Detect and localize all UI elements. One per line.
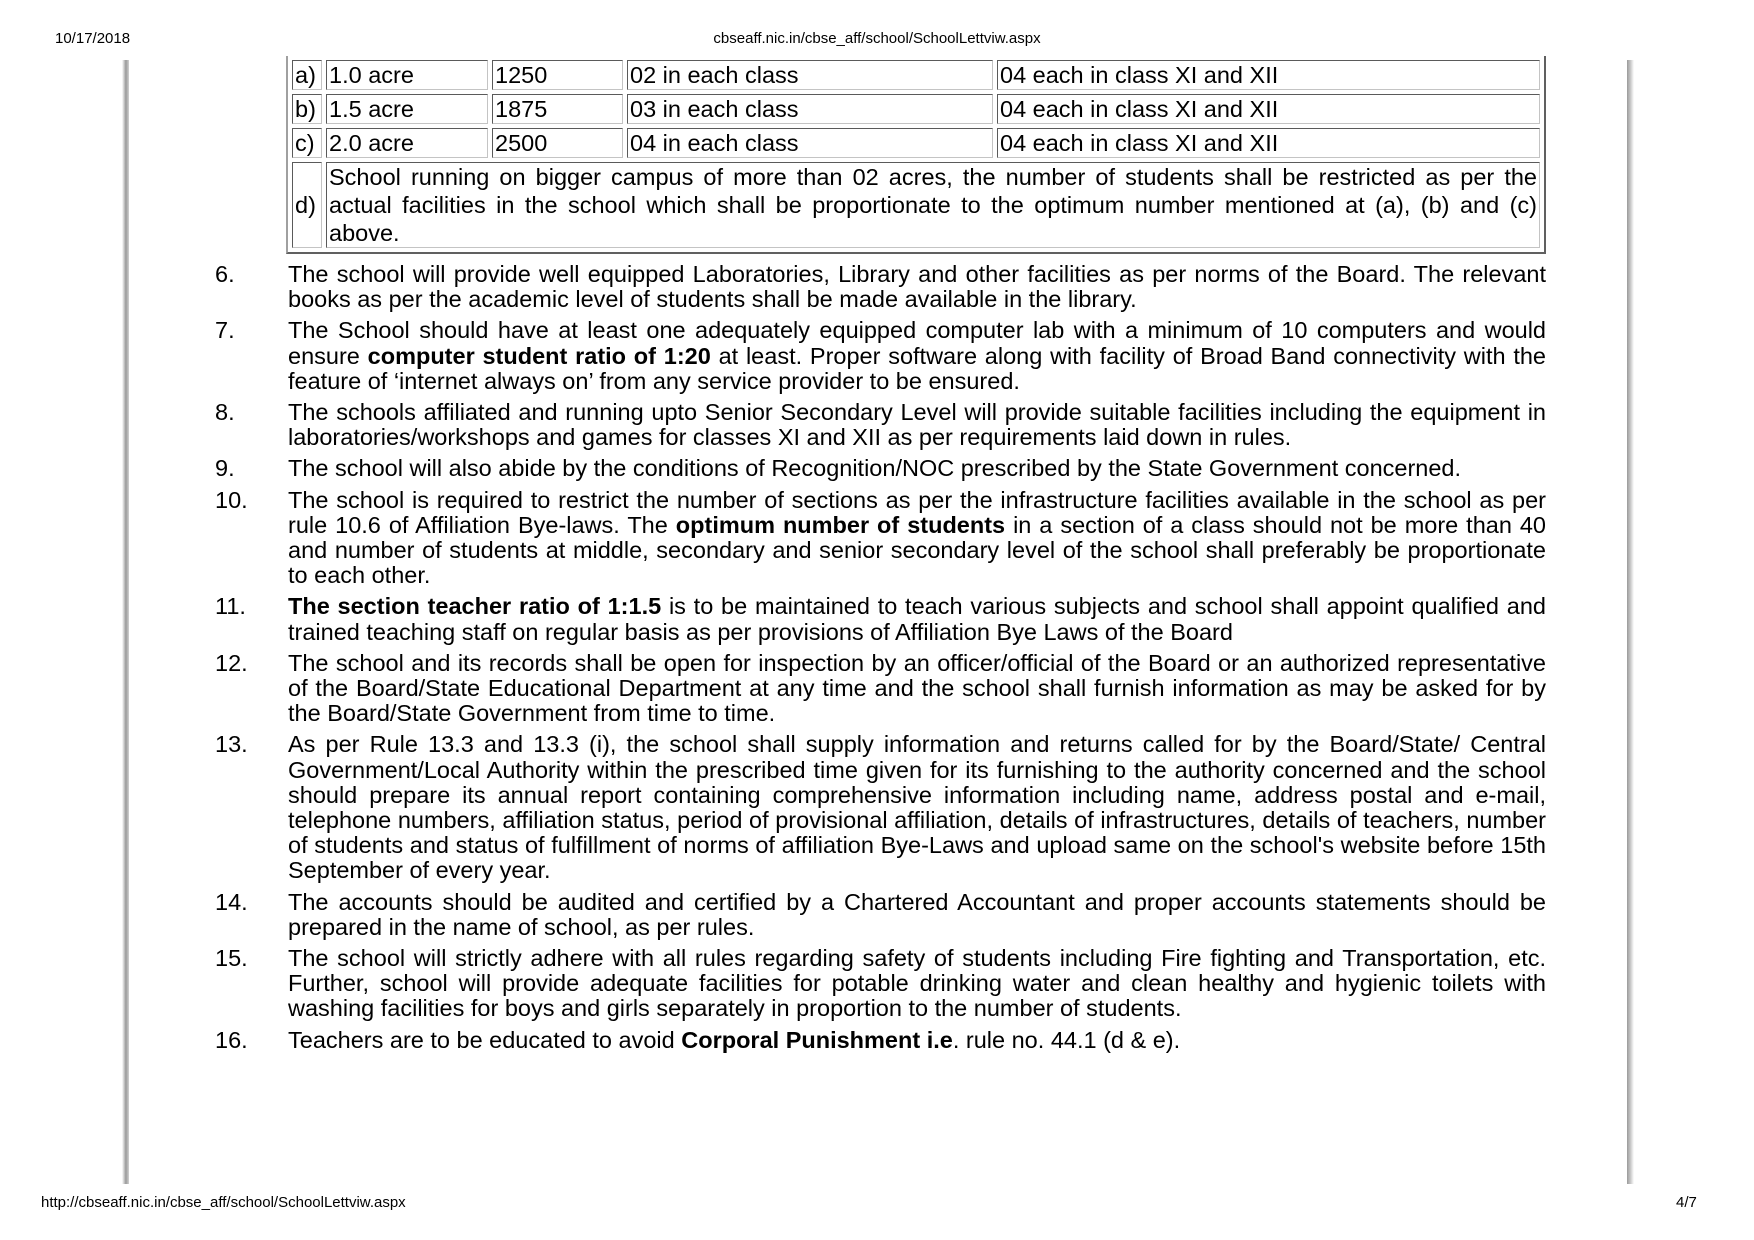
item-text: Teachers are to be educated to avoid	[288, 1026, 682, 1053]
letter-content	[200, 60, 1546, 1059]
page-left-shadow	[122, 60, 129, 1184]
row-label: d)	[292, 162, 322, 248]
max-students: 1250	[492, 60, 623, 90]
sections-per-class: 04 in each class	[627, 128, 993, 158]
row-label: a)	[292, 60, 322, 90]
campus-area: 2.0 acre	[326, 128, 488, 158]
rules-list	[200, 262, 1546, 1053]
list-item	[200, 488, 1546, 589]
list-item	[200, 1028, 1546, 1053]
item-number: 13.	[215, 731, 248, 758]
max-students: 1875	[492, 94, 623, 124]
page-number: 4/7	[1676, 1194, 1697, 1211]
list-item	[200, 318, 1546, 394]
senior-sections: 04 each in class XI and XII	[997, 128, 1540, 158]
max-students: 2500	[492, 128, 623, 158]
print-header-date: 10/17/2018	[55, 30, 131, 47]
item-number: 11.	[215, 593, 246, 620]
campus-area: 1.5 acre	[326, 94, 488, 124]
item-emphasis: computer student ratio of 1:20	[367, 342, 711, 369]
item-text: . rule no. 44.1 (d & e).	[952, 1026, 1181, 1053]
item-text: in a section of a class should not be more than 40 and number of students at middle, secondary and senior secondary level of the school shall preferably be proportionate to each other.	[288, 511, 1547, 589]
list-item	[200, 651, 1546, 727]
item-text: The school will provide well equipped Laboratories, Library and other facilities as per norms of the Board. The relevant books as per the academic level of students shall be made available in the library.	[288, 261, 1546, 313]
list-item	[200, 732, 1546, 883]
item-text: The School should have at least one adequately equipped computer lab with a minimum of 10 computers and would ensure	[288, 317, 1546, 369]
item-number: 12.	[215, 649, 248, 676]
bigger-campus-note: School running on bigger campus of more than 02 acres, the number of students shall be restricted as per the actual facilities in the school which shall be proportionate to the optimum number mentioned at (a), (b) and (c) above.	[326, 162, 1540, 248]
item-emphasis: optimum number of students	[675, 511, 1006, 538]
item-number: 6.	[215, 261, 235, 287]
item-emphasis: Corporal Punishment i.e	[681, 1026, 953, 1053]
item-text: at least. Proper software along with facility of Broad Band connectivity with the feature of ‘internet always on’ from any service provider to be ensured.	[288, 342, 1546, 394]
campus-size-table	[286, 56, 1546, 254]
table-row	[292, 94, 1540, 124]
item-text: The school will also abide by the conditions of Recognition/NOC prescribed by the State Government concerned.	[288, 455, 1462, 482]
item-number: 8.	[215, 399, 235, 426]
row-label: c)	[292, 128, 322, 158]
table-row	[292, 162, 1540, 248]
print-footer-url: http://cbseaff.nic.in/cbse_aff/school/SchoolLettviw.aspx	[41, 1194, 406, 1211]
item-text: The school and its records shall be open for inspection by an officer/official of the Board or an authorized representative of the Board/State Educational Department at any time and the school shall furnish information as may be asked for by the Board/State Government from time to time.	[288, 649, 1546, 727]
senior-sections: 04 each in class XI and XII	[997, 94, 1540, 124]
item-number: 9.	[215, 455, 235, 482]
item-number: 15.	[215, 945, 248, 972]
list-item	[200, 262, 1546, 312]
item-emphasis: The section teacher ratio of 1:1.5	[288, 593, 662, 620]
item-text: The school will strictly adhere with all rules regarding safety of students including Fire fighting and Transportation, etc. Further, school will provide adequate facilities for potable drinking water and clean healthy and hygienic toilets with washing facilities for boys and girls separately in proportion to the number of students.	[288, 945, 1546, 1022]
item-number: 16.	[215, 1026, 248, 1053]
table-row	[292, 60, 1540, 90]
list-item	[200, 890, 1546, 940]
list-item	[200, 946, 1546, 1022]
list-item	[200, 400, 1546, 450]
item-text: As per Rule 13.3 and 13.3 (i), the school shall supply information and returns called for by the Board/State/ Central Government/Local Authority within the prescribed time given for its furnishing to the authority concerned and the school should prepare its annual report containing comprehensive information including name, address postal and e-mail, telephone numbers, affiliation status, period of provisional affiliation, details of infrastructures, details of teachers, number of students and status of fulfillment of norms of affiliation Bye-Laws and upload same on the school's website before 15th September of every year.	[288, 731, 1546, 884]
senior-sections: 04 each in class XI and XII	[997, 60, 1540, 90]
item-number: 10.	[215, 486, 248, 513]
table-row	[292, 128, 1540, 158]
sections-per-class: 02 in each class	[627, 60, 993, 90]
print-header-url: cbseaff.nic.in/cbse_aff/school/SchoolLettviw.aspx	[713, 30, 1041, 47]
item-number: 7.	[215, 317, 235, 344]
page-right-shadow	[1627, 60, 1634, 1184]
campus-area: 1.0 acre	[326, 60, 488, 90]
item-number: 14.	[215, 888, 248, 915]
item-text: The school is required to restrict the number of sections as per the infrastructure facilities available in the school as per rule 10.6 of Affiliation Bye-laws. The	[288, 486, 1546, 538]
item-text: The schools affiliated and running upto Senior Secondary Level will provide suitable facilities including the equipment in laboratories/workshops and games for classes XI and XII as per requirements laid down in rules.	[288, 399, 1546, 451]
list-item	[200, 594, 1546, 644]
list-item	[200, 456, 1546, 481]
item-text: is to be maintained to teach various subjects and school shall appoint qualified and trained teaching staff on regular basis as per provisions of Affiliation Bye Laws of the Board	[288, 593, 1546, 645]
sections-per-class: 03 in each class	[627, 94, 993, 124]
item-text: The accounts should be audited and certified by a Chartered Accountant and proper accounts statements should be prepared in the name of school, as per rules.	[288, 888, 1546, 940]
row-label: b)	[292, 94, 322, 124]
